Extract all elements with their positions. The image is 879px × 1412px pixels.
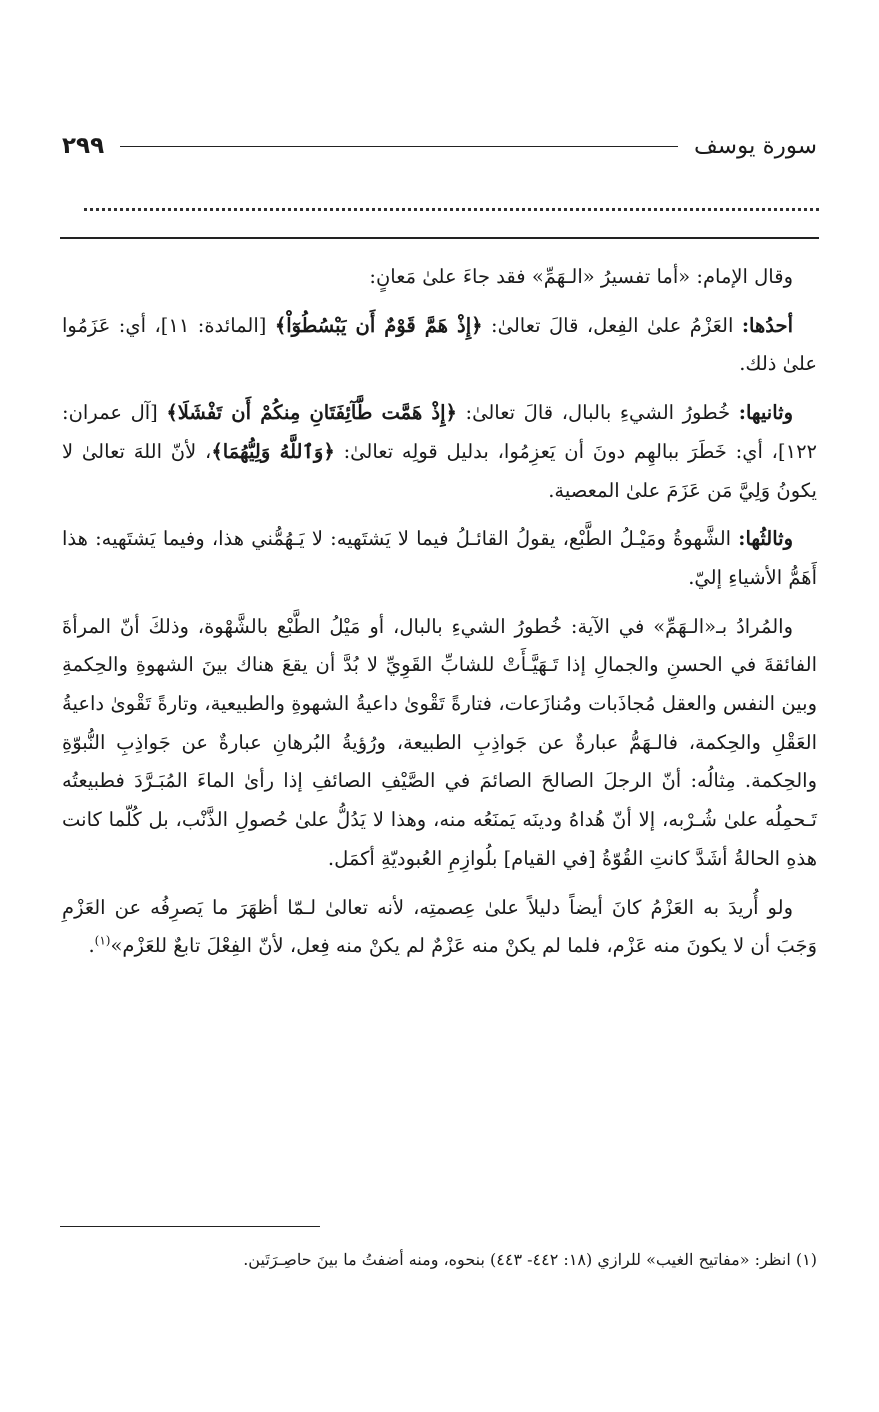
header-rule bbox=[120, 146, 678, 147]
dotted-separator bbox=[84, 208, 819, 211]
section-label: وثانيها: bbox=[738, 401, 794, 425]
page-number: ٢٩٩ bbox=[62, 133, 105, 159]
paragraph bbox=[62, 889, 817, 966]
header-separator bbox=[60, 237, 819, 239]
quran-quote: ﴿وَٱللَّهُ وَلِيُّهُمَا﴾ bbox=[211, 439, 335, 463]
paragraph-text: خُطورُ الشيءِ بالبال، قالَ تعالىٰ: bbox=[456, 401, 739, 425]
paragraph-text: . bbox=[88, 934, 95, 958]
paragraph-text: ، لأنّ اللهَ تعالىٰ لا يكونُ وَلِيَّ مَن عَزَمَ علىٰ المعصية. bbox=[62, 439, 817, 502]
paragraph bbox=[62, 258, 817, 297]
paragraph-text: الشَّهوةُ ومَيْـلُ الطَّبْع، يقولُ القائـلُ فيما لا يَشتَهيه: لا يَـهُمُّني هذا، وفيما يَشتَهيه: هذا أَهَمُّ الأشياءِ إليّ. bbox=[62, 527, 817, 589]
footnote: (١) انظر: «مفاتيح الغيب» للرازي (١٨: ٤٤٢- ٤٤٣) بنحوه، ومنه أضفتُ ما بينَ حاصِـرَتَين. bbox=[243, 1250, 817, 1269]
paragraph-text: [المائدة: ١١]، أي: عَزَمُوا علىٰ ذلك. bbox=[62, 313, 817, 376]
section-label: أحدُها: bbox=[741, 313, 793, 337]
paragraph bbox=[62, 520, 817, 597]
paragraph bbox=[62, 307, 817, 384]
footnote-marker: (١) bbox=[94, 933, 111, 948]
quran-quote: ﴿إِذْ هَمَّ قَوْمٌ أَن يَبْسُطُوٓاْ﴾ bbox=[274, 313, 483, 337]
paragraph bbox=[62, 608, 817, 879]
paragraph-text: وقال الإمام: «أما تفسيرُ «الـهَمِّ» فقد جاءَ علىٰ مَعانٍ: bbox=[369, 265, 793, 288]
quran-quote: ﴿إِذْ هَمَّت طَّآئِفَتَانِ مِنكُمْ أَن تَفْشَلَا﴾ bbox=[166, 401, 457, 425]
paragraph-text: والمُرادُ بـ«الـهَمِّ» في الآية: خُطورُ الشيءِ بالبال، أو مَيْلُ الطَّبْع بالشَّهْوة، وذلكَ أنّ المرأةَ الفائقةَ في الحسنِ والجمالِ إذا تَـهَيَّـأَتْ للشابِّ القَوِيِّ لا بُدَّ أن يقعَ هناك بينَ الشهوةِ والحِكمةِ وبين النفس والعقل مُجاذَبات ومُنازَعات، فتارةً تَقْوىٰ داعيةُ الشهوةِ والطبيعية، وتارةً تَقْوىٰ داعيةُ العَقْلِ والحِكمة، فالـهَمُّ عبارةٌ عن جَواذِبِ الطبيعة، ورُؤيةُ البُرهانِ عبارةٌ عن جَواذِبِ النُّبوّةِ والحِكمة. مِثالُه: أنّ الرجلَ الصالحَ الصائمَ في الصَّيْفِ الصائفِ إذا رأىٰ الماءَ المُبَـرَّدَ فطبيعتُه تَـحمِلُه علىٰ شُـرْبه، إلا أنّ هُداهُ ودينَه يَمنَعُه منه، وهذا لا يَدُلُّ علىٰ حُصولِ الذَّنْب، بل كُلّما كانت هذهِ الحالةُ أشَدَّ كانتِ القُوّةُ [في القيام] بلُوازِمِ العُبوديّةِ أكمَل. bbox=[62, 614, 817, 870]
paragraph-text: ولو أُريدَ به العَزْمُ كانَ أيضاً دليلاً علىٰ عِصمتِه، لأنه تعالىٰ لـمّا أظهَرَ ما يَصرِفُه عن العَزْمِ وَجَبَ أن لا يكونَ منه عَزْم، فلما لم يكنْ منه عَزْمٌ لم يكنْ منه فِعل، لأنّ الفِعْلَ تابعٌ للعَزْم» bbox=[62, 895, 817, 958]
section-label: وثالثُها: bbox=[738, 527, 793, 551]
paragraph-text: [آل عمران: ١٢٢]، أي: خَطَرَ ببالهِم دونَ أن يَعزِمُوا، بدليل قولِه تعالىٰ: bbox=[62, 401, 818, 463]
paragraph bbox=[62, 394, 817, 510]
running-head bbox=[62, 128, 817, 164]
footnote-rule bbox=[60, 1226, 320, 1227]
paragraph-text: العَزْمُ علىٰ الفِعل، قالَ تعالىٰ: bbox=[482, 313, 742, 337]
main-text bbox=[62, 258, 817, 976]
surah-title: سورة يوسف bbox=[694, 133, 817, 159]
